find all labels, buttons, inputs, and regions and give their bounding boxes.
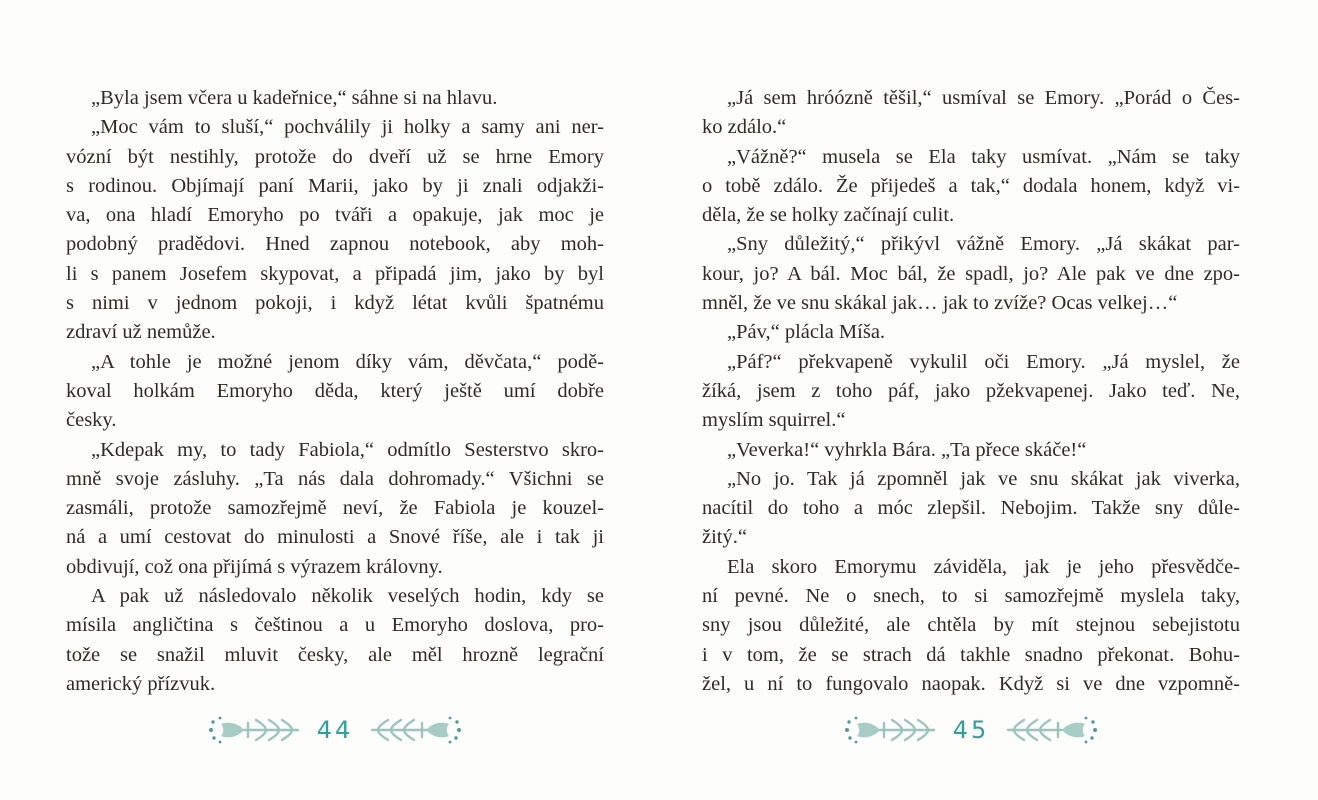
text-line: mísila angličtina s češtinou a u Emoryho doslova, pro-: [66, 614, 604, 637]
text-line: „Vážně?“ musela se Ela taky usmívat. „Nám se taky: [727, 145, 1240, 168]
text-line: sny jsou důležité, ale chtěla by mít stejnou sebejistotu: [702, 614, 1240, 637]
text-line: s rodinou. Objímají paní Marii, jako by ji znali odjakži-: [66, 174, 604, 197]
text-line: „Moc vám to sluší,“ pochválily ji holky a samy ani ner-: [91, 116, 604, 139]
text-line: zdraví už nemůže.: [66, 321, 216, 344]
text-line: ní pevné. Ne o snech, to si samozřejmě myslela taky,: [702, 585, 1240, 608]
text-line: „Veverka!“ vyhrkla Bára. „Ta přece skáče!“: [727, 438, 1087, 461]
text-line: česky.: [66, 409, 117, 432]
text-line: vózní být nestihly, protože do dveří už se hrne Emory: [66, 145, 604, 168]
text-line: „Páv,“ plácla Míša.: [727, 321, 886, 344]
text-line: „Byla jsem včera u kadeřnice,“ sáhne si na hlavu.: [91, 87, 498, 109]
branch-arrow-left-icon: [366, 710, 462, 750]
text-line: „No jo. Tak já zpomněl jak ve snu skákat jak viverka,: [727, 467, 1240, 490]
text-line: americký přízvuk.: [66, 672, 216, 695]
page-number: 44: [316, 716, 354, 744]
text-line: o tobě zdálo. Že přijedeš a tak,“ dodala honem, když vi-: [702, 174, 1240, 197]
text-line: ná a umí cestovat do minulosti a Snové říše, ale i tak ji: [66, 526, 604, 549]
text-line: „Kdepak my, to tady Fabiola,“ odmítlo Sesterstvo skro-: [91, 438, 604, 461]
text-line: tože se snažil mluvit česky, ale měl hrozně legrační: [66, 643, 604, 666]
text-line: obdivují, což ona přijímá s výrazem královny.: [66, 555, 443, 578]
text-line: nacítil do toho a móc zlepšil. Nebojim. Takže sny důle-: [702, 497, 1240, 520]
text-line: va, ona hladí Emoryho po tváři a opakuje, jak moc je: [66, 204, 604, 227]
text-line: myslím squirrel.“: [702, 409, 846, 432]
text-line: děla, že se holky začínají culit.: [702, 204, 955, 227]
text-line: žíká, jsem z toho páf, jako pžekvapenej. Jako teď. Ne,: [702, 379, 1240, 402]
page-left-text-block: [66, 84, 604, 699]
text-line: „A tohle je možné jenom díky vám, děvčata,“ podě-: [91, 350, 604, 373]
text-line: „Já sem hróózně těšil,“ usmíval se Emory. „Porád o Čes-: [727, 87, 1240, 109]
text-line: s nimi v jednom pokoji, i když létat kvůli špatnému: [66, 292, 604, 315]
page-right-text-block: [702, 84, 1240, 699]
text-line: mněl, že ve snu skákal jak… jak to zvíže? Ocas velkej…“: [702, 292, 1178, 315]
text-line: žitý.“: [702, 526, 747, 549]
branch-arrow-left-icon: [1002, 710, 1098, 750]
text-line: kour, jo? A bál. Moc bál, že spadl, jo? Ale pak ve dne zpo-: [702, 262, 1240, 285]
text-line: mně svoje zásluhy. „Ta nás dala dohromady.“ Všichni se: [66, 467, 604, 490]
text-line: zasmáli, protože samozřejmě neví, že Fabiola je kouzel-: [66, 497, 604, 520]
text-line: „Sny důležitý,“ přikývl vážně Emory. „Já skákat par-: [727, 233, 1240, 256]
branch-arrow-right-icon: [208, 710, 304, 750]
text-line: li s panem Josefem skypovat, a připadá jim, jako by byl: [66, 262, 604, 285]
text-line: „Páf?“ překvapeně vykulil oči Emory. „Já myslel, že: [727, 350, 1240, 373]
page-right-footer: [702, 710, 1240, 750]
branch-arrow-right-icon: [844, 710, 940, 750]
text-line: ko zdálo.“: [702, 116, 787, 139]
page-number: 45: [952, 716, 990, 744]
text-line: Ela skoro Emorymu záviděla, jak je jeho přesvědče-: [727, 555, 1240, 578]
page-left-footer: [66, 710, 604, 750]
text-line: podobný pradědovi. Hned zapnou notebook, aby moh-: [66, 233, 604, 256]
text-line: žel, u ní to fungovalo naopak. Když si ve dne vzpomně-: [702, 672, 1240, 695]
text-line: koval holkám Emoryho děda, který ještě umí dobře: [66, 379, 604, 402]
text-line: i v tom, že se strach dá takhle snadno překonat. Bohu-: [702, 643, 1240, 666]
text-line: A pak už následovalo několik veselých hodin, kdy se: [91, 585, 604, 608]
